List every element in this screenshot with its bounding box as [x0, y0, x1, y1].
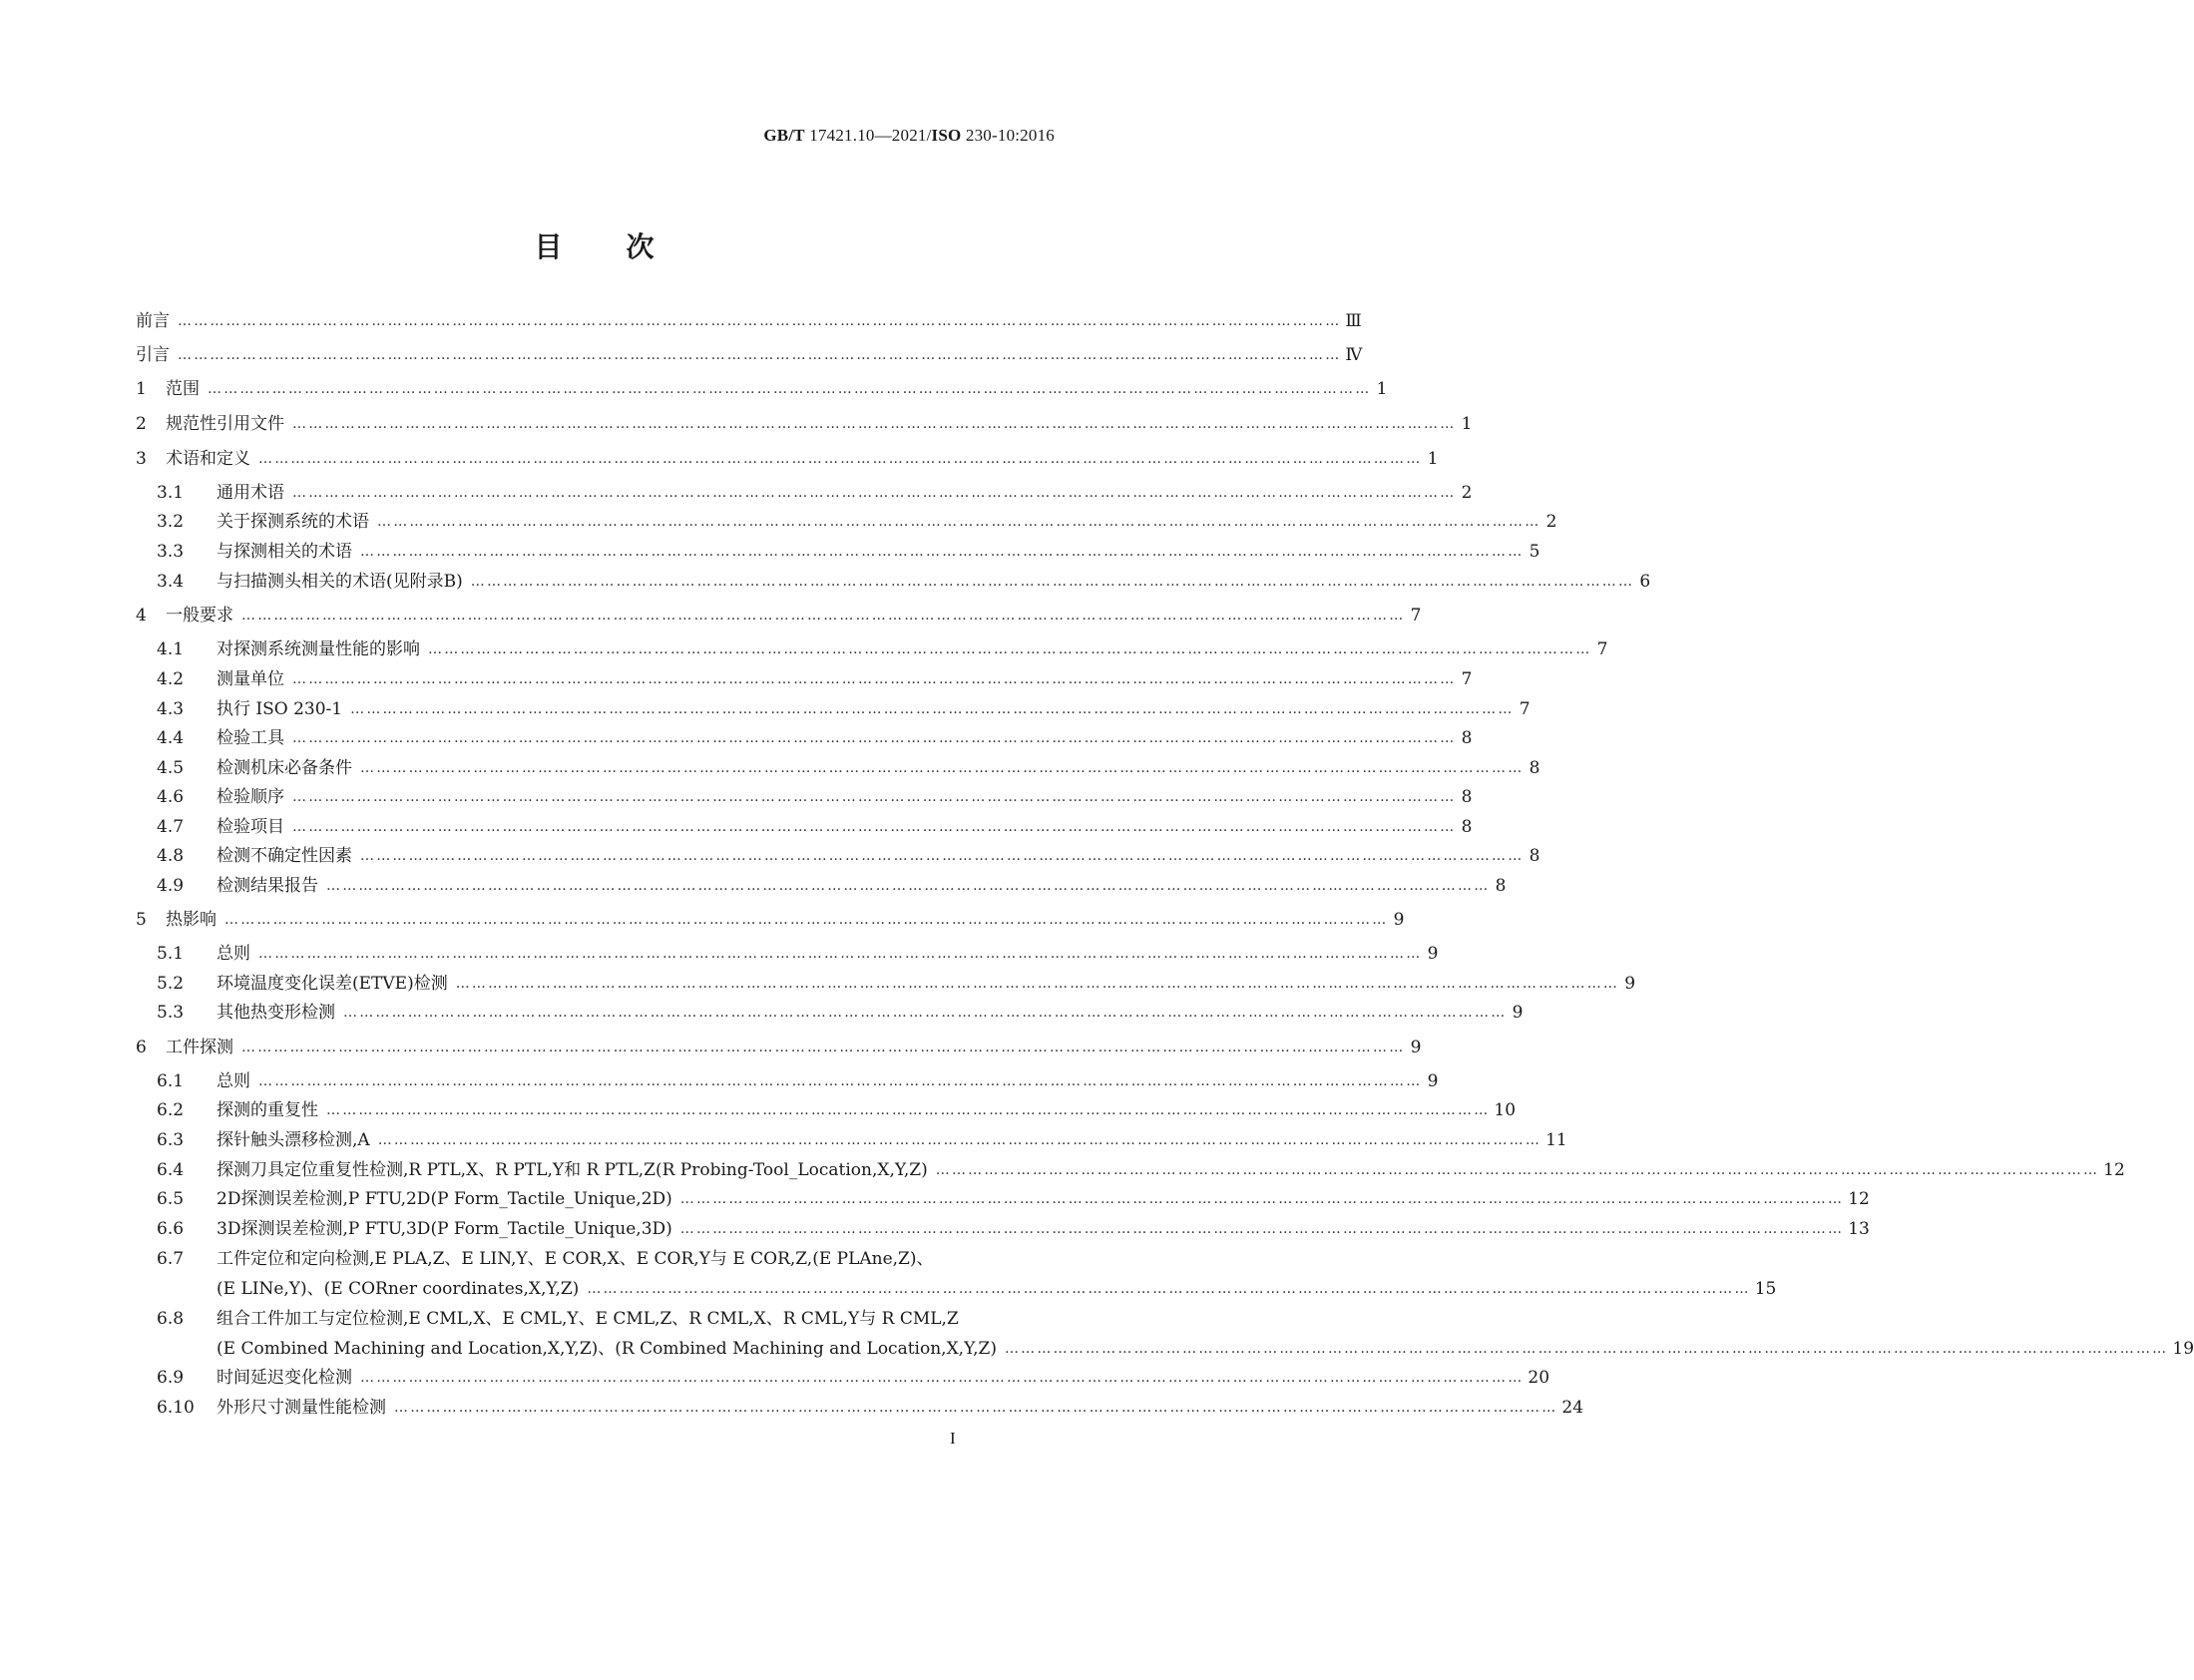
toc-entry-6-7[interactable]: 6.7 工件定位和定向检测,E PLA,Z、E LIN,Y、E COR,X、E COR,Y与 E COR,Z,(E PLAne,Z)、: [157, 1249, 934, 1269]
toc-entry-introduction[interactable]: 引言 ……………………………………………………………………………………………………………………………………………………………………………………………… Ⅳ: [136, 345, 1363, 365]
toc-entry-6[interactable]: 6 工件探测 ……………………………………………………………………………………………………………………………………………………………………………………………… 9: [136, 1038, 1422, 1057]
toc-entry-5[interactable]: 5 热影响 ……………………………………………………………………………………………………………………………………………………………………………………………… 9: [136, 910, 1405, 930]
toc-entry-5-2[interactable]: 5.2 环境温度变化误差(ETVE)检测 ……………………………………………………………………………………………………………………………………………………………………………………………… 9: [157, 974, 1636, 994]
toc-entry-6-8-cont[interactable]: (E Combined Machining and Location,X,Y,Z)、(R Combined Machining and Location,X,Y,Z) ……………………………………………………………………………………………………………………………………………………………………………………………… 19: [217, 1339, 2194, 1359]
toc-entry-preface[interactable]: 前言 ……………………………………………………………………………………………………………………………………………………………………………………………… Ⅲ: [136, 311, 1362, 331]
toc-entry-6-10[interactable]: 6.10 外形尺寸测量性能检测 ……………………………………………………………………………………………………………………………………………………………………………………………… 24: [157, 1398, 1584, 1418]
toc-entry-1[interactable]: 1 范围 ……………………………………………………………………………………………………………………………………………………………………………………………… 1: [136, 379, 1388, 399]
toc-entry-4-1[interactable]: 4.1 对探测系统测量性能的影响 ……………………………………………………………………………………………………………………………………………………………………………………………… 7: [157, 639, 1608, 659]
toc-entry-5-3[interactable]: 5.3 其他热变形检测 ……………………………………………………………………………………………………………………………………………………………………………………………… 9: [157, 1003, 1524, 1023]
toc-entry-6-4[interactable]: 6.4 探测刀具定位重复性检测,R PTL,X、R PTL,Y和 R PTL,Z(R Probing-Tool_Location,X,Y,Z) ……………………………………………………………………………………………………………………………………………………………………………………………… 12: [157, 1160, 2125, 1180]
toc-entry-3-2[interactable]: 3.2 关于探测系统的术语 ……………………………………………………………………………………………………………………………………………………………………………………………… 2: [157, 512, 1557, 532]
toc-entry-6-5[interactable]: 6.5 2D探测误差检测,P FTU,2D(P Form_Tactile_Unique,2D) ……………………………………………………………………………………………………………………………………………………………………………………………… 12: [157, 1189, 1870, 1209]
toc-entry-4-9[interactable]: 4.9 检测结果报告 ……………………………………………………………………………………………………………………………………………………………………………………………… 8: [157, 876, 1507, 896]
toc-entry-6-8[interactable]: 6.8 组合工件加工与定位检测,E CML,X、E CML,Y、E CML,Z、R CML,X、R CML,Y与 R CML,Z: [157, 1309, 959, 1329]
toc-entry-4-6[interactable]: 4.6 检验顺序 ……………………………………………………………………………………………………………………………………………………………………………………………… 8: [157, 787, 1473, 807]
toc-entry-3[interactable]: 3 术语和定义 ……………………………………………………………………………………………………………………………………………………………………………………………… 1: [136, 449, 1439, 469]
standard-code: GB/T 17421.10—2021/ISO 230-10:2016: [763, 126, 1055, 145]
toc-entry-6-9[interactable]: 6.9 时间延迟变化检测 ……………………………………………………………………………………………………………………………………………………………………………………………… 20: [157, 1368, 1550, 1388]
toc-entry-6-1[interactable]: 6.1 总则 ……………………………………………………………………………………………………………………………………………………………………………………………… 9: [157, 1071, 1439, 1091]
toc-entry-2[interactable]: 2 规范性引用文件 ……………………………………………………………………………………………………………………………………………………………………………………………… 1: [136, 414, 1473, 434]
toc-entry-4-3[interactable]: 4.3 执行 ISO 230-1 ……………………………………………………………………………………………………………………………………………………………………………………………… 7: [157, 699, 1531, 719]
toc-entry-4-7[interactable]: 4.7 检验项目 ……………………………………………………………………………………………………………………………………………………………………………………………… 8: [157, 817, 1473, 837]
toc-entry-5-1[interactable]: 5.1 总则 ……………………………………………………………………………………………………………………………………………………………………………………………… 9: [157, 944, 1439, 964]
toc-entry-6-3[interactable]: 6.3 探针触头漂移检测,A ……………………………………………………………………………………………………………………………………………………………………………………………… 11: [157, 1130, 1567, 1150]
toc-entry-6-6[interactable]: 6.6 3D探测误差检测,P FTU,3D(P Form_Tactile_Unique,3D) ……………………………………………………………………………………………………………………………………………………………………………………………… 13: [157, 1219, 1870, 1239]
toc-entry-6-2[interactable]: 6.2 探测的重复性 ……………………………………………………………………………………………………………………………………………………………………………………………… 10: [157, 1100, 1517, 1120]
toc-entry-4[interactable]: 4 一般要求 ……………………………………………………………………………………………………………………………………………………………………………………………… 7: [136, 606, 1422, 626]
toc-entry-3-1[interactable]: 3.1 通用术语 ……………………………………………………………………………………………………………………………………………………………………………………………… 2: [157, 483, 1473, 503]
page-title: 目次: [534, 230, 718, 263]
page-number: I: [950, 1429, 956, 1448]
toc-entry-4-5[interactable]: 4.5 检测机床必备条件 ……………………………………………………………………………………………………………………………………………………………………………………………… 8: [157, 758, 1540, 778]
toc-entry-4-8[interactable]: 4.8 检测不确定性因素 ……………………………………………………………………………………………………………………………………………………………………………………………… 8: [157, 846, 1540, 866]
toc-entry-6-7-cont[interactable]: (E LINe,Y)、(E CORner coordinates,X,Y,Z) ……………………………………………………………………………………………………………………………………………………………………………………………… 15: [217, 1279, 1777, 1299]
toc-entry-3-3[interactable]: 3.3 与探测相关的术语 ……………………………………………………………………………………………………………………………………………………………………………………………… 5: [157, 542, 1540, 562]
toc-entry-4-2[interactable]: 4.2 测量单位 ……………………………………………………………………………………………………………………………………………………………………………………………… 7: [157, 669, 1473, 689]
toc-entry-4-4[interactable]: 4.4 检验工具 ……………………………………………………………………………………………………………………………………………………………………………………………… 8: [157, 728, 1473, 748]
toc-entry-3-4[interactable]: 3.4 与扫描测头相关的术语(见附录B) ……………………………………………………………………………………………………………………………………………………………………………………………… 6: [157, 572, 1651, 592]
